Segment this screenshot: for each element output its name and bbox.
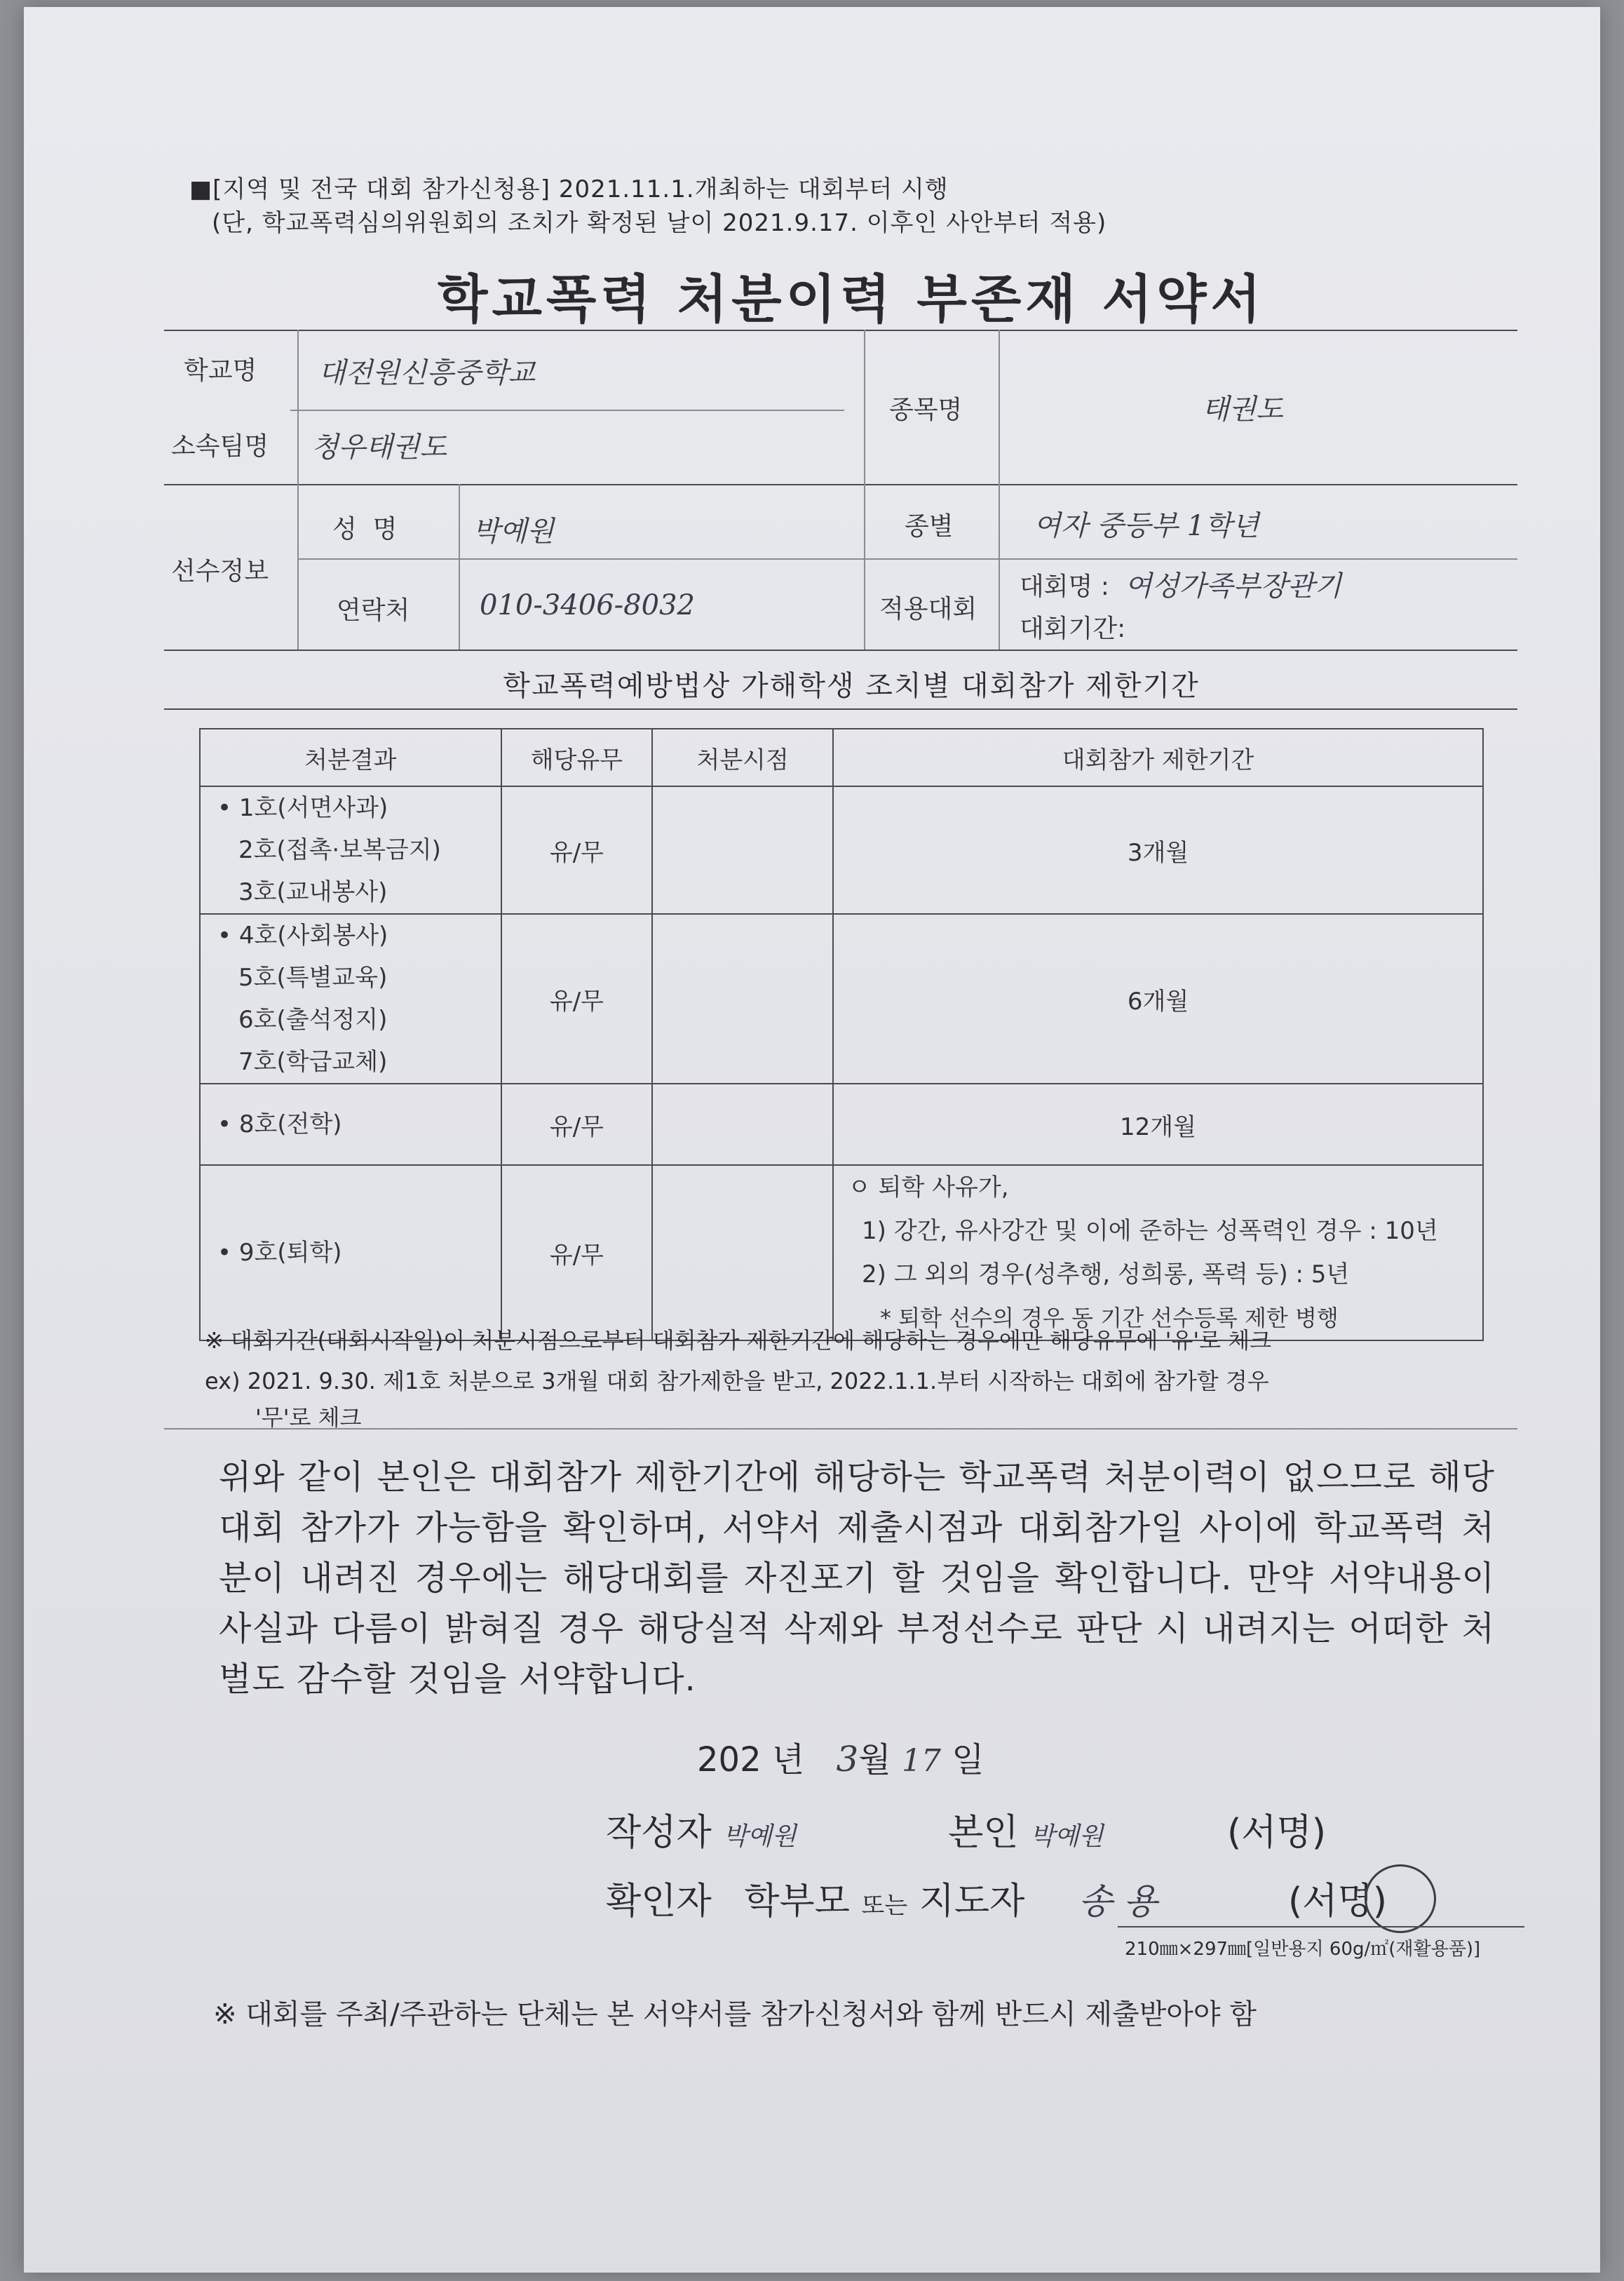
- section-title-rule: [164, 708, 1517, 710]
- header-line-1: ■[지역 및 전국 대회 참가신청용] 2021.11.1.개최하는 대회부터 시행: [189, 175, 949, 203]
- decision-date-cell[interactable]: [652, 1084, 833, 1165]
- sport-label: 종목명: [889, 396, 963, 424]
- period-cell: 6개월: [833, 914, 1483, 1084]
- measure-cell: • 9호(퇴학): [200, 1165, 501, 1340]
- expulsion-reason-line: ㅇ 퇴학 사유가,: [848, 1173, 1009, 1202]
- signature-mark-1: (서명): [1226, 1812, 1326, 1854]
- measure-item: 5호(특별교육): [238, 964, 388, 992]
- verifier-signature-line: [606, 1871, 1387, 1924]
- sport-value: 태권도: [1202, 393, 1283, 426]
- gender-label: 종별: [905, 512, 954, 541]
- applicable-cell[interactable]: 유/무: [501, 1165, 653, 1340]
- name-label: 성 명: [332, 515, 398, 544]
- decision-date-cell[interactable]: [652, 1165, 833, 1340]
- expulsion-reason-line: 1) 강간, 유사강간 및 이에 준하는 성폭력인 경우 : 10년: [862, 1217, 1438, 1245]
- coach-value: 송 용: [1078, 1881, 1158, 1922]
- or-label: 또는: [861, 1892, 908, 1920]
- info-bottom-rule: [164, 650, 1517, 651]
- school-value: 대전원신흥중학교: [318, 357, 536, 389]
- info-top-rule: [164, 330, 1517, 331]
- contact-value: 010-3406-8032: [480, 589, 695, 621]
- header-line-2: (단, 학교폭력심의위원회의 조치가 확정된 날이 2021.9.17. 이후인 사안부터 적용): [212, 209, 1107, 237]
- document-title: 학교폭력 처분이력 부존재 서약서: [437, 269, 1266, 330]
- expulsion-reason-line: * 퇴학 선수의 경우 동 기간 선수등록 제한 병행: [880, 1305, 1339, 1331]
- author-value: 박예원: [723, 1822, 797, 1851]
- expulsion-period-cell: [833, 1165, 1483, 1340]
- measure-cell: [200, 786, 501, 914]
- date-month-unit: 월: [858, 1740, 891, 1779]
- self-value: 박예원: [1030, 1822, 1104, 1851]
- date-month: 3: [836, 1739, 859, 1779]
- note-line-1: ※ 대회기간(대회시작일)이 처분시점으로부터 대회참가 제한기간에 해당하는 경우에만 해당유무에 '유'로 체크: [205, 1327, 1272, 1354]
- team-value: 청우태권도: [311, 431, 447, 464]
- date-line: [697, 1732, 984, 1781]
- name-value: 박예원: [473, 516, 554, 548]
- restriction-table: [199, 728, 1484, 1341]
- signature-mark-2: (서명): [1287, 1880, 1388, 1923]
- measure-cell: • 8호(전학): [200, 1084, 501, 1165]
- author-signature-line: [606, 1803, 1326, 1855]
- notes-rule: [164, 1428, 1517, 1429]
- applicable-cell[interactable]: 유/무: [501, 914, 653, 1084]
- coach-label: 지도자: [919, 1880, 1025, 1923]
- table-row: [200, 786, 1483, 914]
- decision-date-cell[interactable]: [652, 786, 833, 914]
- restriction-section-title: 학교폭력예방법상 가해학생 조치별 대회참가 제한기간: [503, 670, 1200, 702]
- header-date: 처분시점: [652, 729, 833, 786]
- header-measure: 처분결과: [200, 729, 501, 786]
- restriction-header-row: [200, 729, 1483, 786]
- measure-item: • 1호(서면사과): [217, 794, 388, 822]
- expulsion-reason-line: 2) 그 외의 경우(성추행, 성희롱, 폭력 등) : 5년: [862, 1260, 1350, 1288]
- player-info-label: 선수정보: [171, 557, 269, 586]
- info-rule-player: [297, 558, 1517, 560]
- pledge-text: 위와 같이 본인은 대회참가 제한기간에 해당하는 학교폭력 처분이력이 없으므로 해당 대회 참가가 가능함을 확인하며, 서약서 제출시점과 대회참가일 사이에 학교폭력 처분이 내려진 경우에는 해당대회를 자진포기 할 것임을 확인합니다. 만약 서약내용이 사실과 다름이 밝혀질 경우 해당실적 삭제와 부정선수로 판단 시 내려지는 어떠한 처벌도 감수할 것임을 서약합니다.: [219, 1458, 1495, 1699]
- date-day: 17: [901, 1743, 941, 1779]
- period-cell: 12개월: [833, 1084, 1483, 1165]
- measure-item: 2호(접촉·보복금지): [238, 836, 441, 864]
- applicable-cell[interactable]: 유/무: [501, 1084, 653, 1165]
- info-col-2: [459, 484, 460, 650]
- period-cell: 3개월: [833, 786, 1483, 914]
- info-rule-school: [290, 410, 844, 411]
- verifier-label: 확인자: [606, 1880, 712, 1923]
- author-label: 작성자: [606, 1812, 712, 1854]
- measure-item: 3호(교내봉사): [238, 878, 388, 906]
- footnote: ※ 대회를 주최/주관하는 단체는 본 서약서를 참가신청서와 함께 반드시 제출받아야 함: [213, 1998, 1257, 2031]
- measure-cell: [200, 914, 501, 1084]
- date-year: 202: [697, 1740, 762, 1779]
- event-name-label: 대회명 :: [1020, 572, 1109, 601]
- gender-value: 여자 중등부 1학년: [1034, 510, 1259, 542]
- signature-stamp: [1365, 1864, 1436, 1933]
- date-year-unit: 년: [771, 1740, 805, 1779]
- event-name-value: 여성가족부장관기: [1125, 570, 1342, 603]
- note-line-3: '무'로 체크: [255, 1404, 362, 1431]
- contact-label: 연락처: [337, 596, 410, 625]
- date-day-unit: 일: [952, 1740, 984, 1779]
- spec-rule: [1118, 1926, 1524, 1927]
- document-page: [24, 7, 1600, 2273]
- info-col-1: [297, 330, 299, 650]
- table-row: [200, 1084, 1483, 1165]
- table-row: [200, 914, 1483, 1084]
- paper-spec: 210㎜×297㎜[일반용지 60g/㎡(재활용품)]: [1125, 1939, 1481, 1960]
- measure-item: 7호(학급교체): [238, 1048, 388, 1076]
- school-label: 학교명: [184, 356, 257, 385]
- measure-item: 6호(출석정지): [238, 1006, 388, 1034]
- info-col-3: [864, 330, 865, 650]
- applicable-cell[interactable]: 유/무: [501, 786, 653, 914]
- parent-label: 학부모: [744, 1880, 850, 1923]
- info-rule-mid: [164, 484, 1517, 485]
- table-row: [200, 1165, 1483, 1340]
- self-label: 본인: [948, 1812, 1019, 1854]
- event-period-label: 대회기간:: [1020, 614, 1126, 643]
- event-label: 적용대회: [879, 595, 977, 624]
- team-label: 소속팀명: [171, 432, 269, 461]
- header-period: 대회참가 제한기간: [833, 729, 1483, 786]
- decision-date-cell[interactable]: [652, 914, 833, 1084]
- header-applicable: 해당유무: [501, 729, 653, 786]
- note-line-2: ex) 2021. 9.30. 제1호 처분으로 3개월 대회 참가제한을 받고, 2022.1.1.부터 시작하는 대회에 참가할 경우: [205, 1368, 1269, 1394]
- info-col-4: [999, 330, 1000, 650]
- measure-item: • 4호(사회봉사): [217, 922, 388, 950]
